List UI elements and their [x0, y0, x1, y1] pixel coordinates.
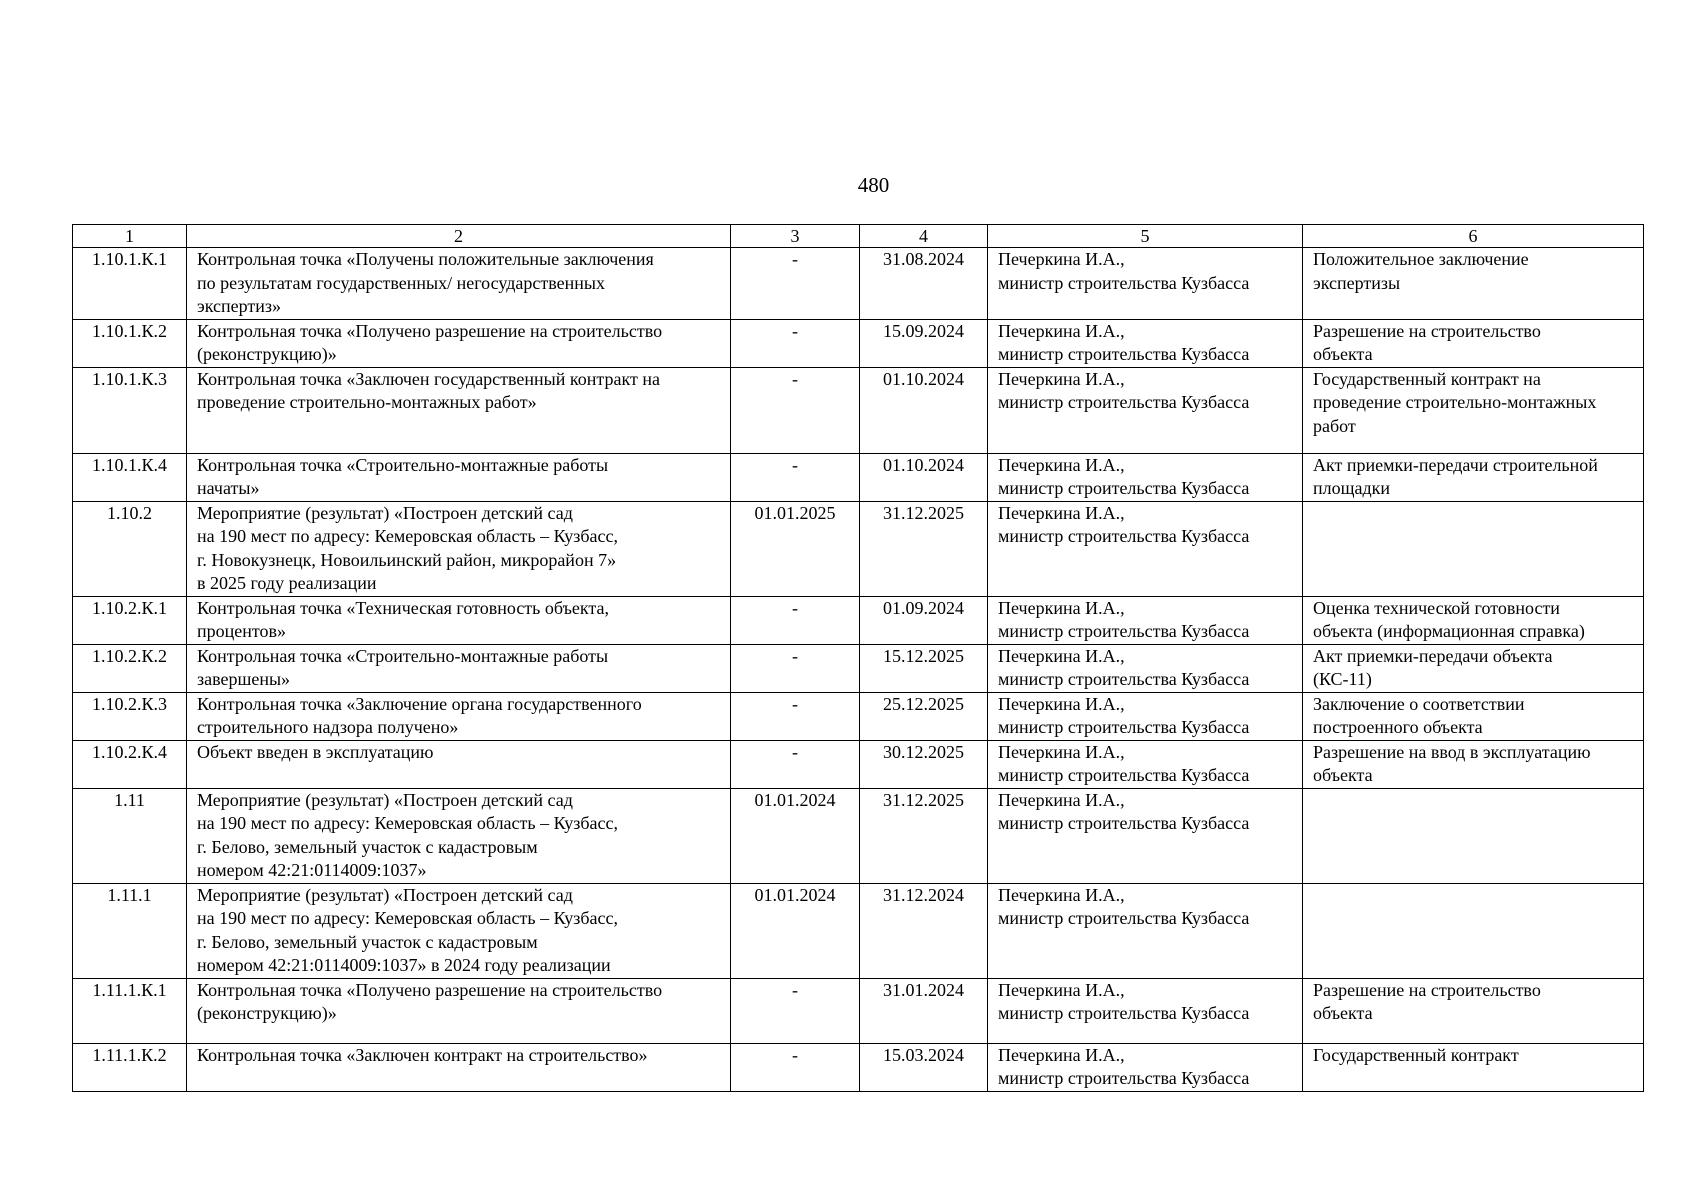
responsible-cell [988, 644, 1303, 692]
row-number-cell: 1.11.1 [73, 883, 187, 978]
responsible-cell [988, 596, 1303, 644]
description-line: Контрольная точка «Заключение органа государственного [197, 693, 642, 714]
responsible-line: министр строительства Кузбасса [998, 1003, 1250, 1023]
table-row [73, 788, 1644, 883]
responsible-line: Печеркина И.А., [998, 454, 1125, 475]
responsible-line: министр строительства Кузбасса [998, 526, 1250, 546]
row-number-cell: 1.10.1.К.4 [73, 453, 187, 501]
description-line: (реконструкцию)» [197, 1003, 337, 1023]
document-line: (КС-11) [1313, 669, 1372, 689]
description-line: на 190 мест по адресу: Кемеровская область – Кузбасс, [197, 813, 618, 833]
document-line: Государственный контракт [1313, 1044, 1519, 1065]
document-cell [1303, 978, 1644, 1043]
responsible-cell [988, 453, 1303, 501]
responsible-line: министр строительства Кузбасса [998, 813, 1250, 833]
description-line: номером 42:21:0114009:1037» [197, 860, 427, 880]
start-date-cell: - [731, 453, 860, 501]
description-line: завершены» [197, 669, 291, 689]
responsible-cell [988, 1043, 1303, 1091]
start-date-cell: - [731, 1043, 860, 1091]
description-line: на 190 мест по адресу: Кемеровская область – Кузбасс, [197, 908, 618, 928]
document-line: объекта [1313, 344, 1373, 364]
description-line: Контрольная точка «Получено разрешение на строительство [197, 979, 663, 1000]
start-date-cell: - [731, 644, 860, 692]
responsible-cell [988, 883, 1303, 978]
start-date-cell: 01.01.2025 [731, 501, 860, 596]
description-line: на 190 мест по адресу: Кемеровская область – Кузбасс, [197, 526, 618, 546]
document-line: Разрешение на ввод в эксплуатацию [1313, 741, 1591, 762]
document-line: Акт приемки-передачи строительной [1313, 454, 1598, 475]
table-row [73, 596, 1644, 644]
column-header: 5 [988, 225, 1303, 248]
responsible-line: министр строительства Кузбасса [998, 478, 1250, 498]
description-line: проведение строительно-монтажных работ» [197, 392, 537, 412]
table-row [73, 248, 1644, 320]
responsible-line: Печеркина И.А., [998, 597, 1125, 618]
document-cell [1303, 501, 1644, 596]
responsible-cell [988, 788, 1303, 883]
description-cell [187, 883, 731, 978]
start-date-cell: - [731, 978, 860, 1043]
table-row [73, 883, 1644, 978]
end-date-cell: 01.10.2024 [860, 367, 988, 453]
document-line: Оценка технической готовности [1313, 597, 1560, 618]
document-cell [1303, 367, 1644, 453]
responsible-line: министр строительства Кузбасса [998, 717, 1250, 737]
description-cell [187, 453, 731, 501]
document-cell [1303, 740, 1644, 788]
document-cell [1303, 319, 1644, 367]
column-header: 1 [73, 225, 187, 248]
description-line: г. Новокузнецк, Новоильинский район, микрорайон 7» [197, 549, 617, 570]
table-row [73, 740, 1644, 788]
start-date-cell: - [731, 692, 860, 740]
start-date-cell: - [731, 248, 860, 320]
end-date-cell: 15.09.2024 [860, 319, 988, 367]
responsible-line: министр строительства Кузбасса [998, 392, 1250, 412]
responsible-line: министр строительства Кузбасса [998, 1068, 1250, 1088]
end-date-cell: 31.08.2024 [860, 248, 988, 320]
description-cell [187, 644, 731, 692]
document-cell [1303, 883, 1644, 978]
responsible-line: Печеркина И.А., [998, 884, 1125, 905]
responsible-cell [988, 367, 1303, 453]
responsible-line: Печеркина И.А., [998, 1044, 1125, 1065]
row-number-cell: 1.11.1.К.1 [73, 978, 187, 1043]
responsible-line: Печеркина И.А., [998, 249, 1125, 269]
description-line: Контрольная точка «Получены положительные заключения [197, 249, 654, 269]
document-line: Государственный контракт на [1313, 368, 1541, 389]
document-cell [1303, 596, 1644, 644]
description-line: Объект введен в эксплуатацию [197, 741, 434, 762]
responsible-line: министр строительства Кузбасса [998, 621, 1250, 641]
document-line: объекта [1313, 1003, 1373, 1023]
row-number-cell: 1.10.1.К.3 [73, 367, 187, 453]
end-date-cell: 31.12.2024 [860, 883, 988, 978]
responsible-line: Печеркина И.А., [998, 502, 1125, 523]
start-date-cell: - [731, 596, 860, 644]
document-line: объекта (информационная справка) [1313, 621, 1585, 641]
description-line: Контрольная точка «Заключен государственный контракт на [197, 368, 660, 389]
document-line: Разрешение на строительство [1313, 979, 1541, 1000]
row-number-cell: 1.11 [73, 788, 187, 883]
start-date-cell: 01.01.2024 [731, 788, 860, 883]
document-line: экспертизы [1313, 272, 1401, 293]
responsible-line: министр строительства Кузбасса [998, 908, 1250, 928]
document-line: Положительное заключение [1313, 249, 1529, 269]
responsible-cell [988, 692, 1303, 740]
description-line: Контрольная точка «Строительно-монтажные работы [197, 645, 609, 666]
row-number-cell: 1.10.2.К.3 [73, 692, 187, 740]
end-date-cell: 01.10.2024 [860, 453, 988, 501]
description-cell [187, 740, 731, 788]
description-line: номером 42:21:0114009:1037» в 2024 году реализации [197, 955, 611, 975]
document-line: объекта [1313, 765, 1373, 785]
page-number: 480 [857, 173, 890, 197]
end-date-cell: 30.12.2025 [860, 740, 988, 788]
column-header: 6 [1303, 225, 1644, 248]
responsible-line: Печеркина И.А., [998, 741, 1125, 762]
row-number-cell: 1.10.1.К.2 [73, 319, 187, 367]
description-line: в 2025 году реализации [197, 573, 377, 593]
description-line: Контрольная точка «Заключен контракт на строительство» [197, 1044, 648, 1065]
document-cell [1303, 644, 1644, 692]
description-cell [187, 319, 731, 367]
document-line: Заключение о соответствии [1313, 693, 1525, 714]
description-line: Мероприятие (результат) «Построен детский сад [197, 884, 573, 905]
description-cell [187, 596, 731, 644]
row-number-cell: 1.10.2 [73, 501, 187, 596]
table-row [73, 453, 1644, 501]
end-date-cell: 25.12.2025 [860, 692, 988, 740]
table-row [73, 1043, 1644, 1091]
description-cell [187, 978, 731, 1043]
document-cell [1303, 1043, 1644, 1091]
responsible-line: Печеркина И.А., [998, 979, 1125, 1000]
schedule-table [72, 224, 1644, 1092]
responsible-cell [988, 501, 1303, 596]
description-cell [187, 692, 731, 740]
description-cell [187, 788, 731, 883]
table-row [73, 644, 1644, 692]
description-line: Мероприятие (результат) «Построен детский сад [197, 502, 573, 523]
document-line: Акт приемки-передачи объекта [1313, 645, 1553, 666]
responsible-line: Печеркина И.А., [998, 789, 1125, 810]
description-line: экспертиз» [197, 296, 282, 316]
row-number-cell: 1.10.2.К.1 [73, 596, 187, 644]
responsible-line: Печеркина И.А., [998, 693, 1125, 714]
description-line: г. Белово, земельный участок с кадастровым [197, 836, 538, 857]
start-date-cell: - [731, 367, 860, 453]
description-line: г. Белово, земельный участок с кадастровым [197, 931, 538, 952]
document-line: Разрешение на строительство [1313, 320, 1541, 341]
column-header: 2 [187, 225, 731, 248]
row-number-cell: 1.10.1.К.1 [73, 248, 187, 320]
document-line: работ [1313, 415, 1356, 436]
document-line: проведение строительно-монтажных [1313, 392, 1597, 412]
description-line: по результатам государственных/ негосударственных [197, 272, 605, 293]
row-number-cell: 1.11.1.К.2 [73, 1043, 187, 1091]
responsible-line: министр строительства Кузбасса [998, 669, 1250, 689]
document-cell [1303, 692, 1644, 740]
responsible-line: министр строительства Кузбасса [998, 344, 1250, 364]
responsible-line: Печеркина И.А., [998, 368, 1125, 389]
description-line: Контрольная точка «Техническая готовность объекта, [197, 597, 609, 618]
start-date-cell: - [731, 319, 860, 367]
responsible-line: министр строительства Кузбасса [998, 272, 1250, 293]
table-row [73, 319, 1644, 367]
end-date-cell: 15.03.2024 [860, 1043, 988, 1091]
column-header: 3 [731, 225, 860, 248]
document-cell [1303, 248, 1644, 320]
responsible-cell [988, 740, 1303, 788]
responsible-cell [988, 248, 1303, 320]
end-date-cell: 15.12.2025 [860, 644, 988, 692]
description-line: Контрольная точка «Получено разрешение на строительство [197, 320, 663, 341]
document-cell [1303, 453, 1644, 501]
responsible-cell [988, 978, 1303, 1043]
description-cell [187, 367, 731, 453]
row-number-cell: 1.10.2.К.4 [73, 740, 187, 788]
description-line: начаты» [197, 478, 260, 498]
responsible-line: Печеркина И.А., [998, 645, 1125, 666]
description-cell [187, 501, 731, 596]
description-line: Мероприятие (результат) «Построен детский сад [197, 789, 573, 810]
row-number-cell: 1.10.2.К.2 [73, 644, 187, 692]
table-row [73, 978, 1644, 1043]
table-row [73, 367, 1644, 453]
description-line: процентов» [197, 621, 287, 641]
table-row [73, 692, 1644, 740]
document-line: площадки [1313, 478, 1391, 498]
table-header-row [73, 225, 1644, 248]
end-date-cell: 31.01.2024 [860, 978, 988, 1043]
description-line: Контрольная точка «Строительно-монтажные работы [197, 454, 609, 475]
end-date-cell: 01.09.2024 [860, 596, 988, 644]
description-cell [187, 1043, 731, 1091]
column-header: 4 [860, 225, 988, 248]
table-row [73, 501, 1644, 596]
start-date-cell: - [731, 740, 860, 788]
end-date-cell: 31.12.2025 [860, 501, 988, 596]
document-cell [1303, 788, 1644, 883]
description-cell [187, 248, 731, 320]
end-date-cell: 31.12.2025 [860, 788, 988, 883]
description-line: строительного надзора получено» [197, 717, 459, 737]
responsible-line: министр строительства Кузбасса [998, 765, 1250, 785]
document-line: построенного объекта [1313, 717, 1483, 737]
responsible-line: Печеркина И.А., [998, 320, 1125, 341]
start-date-cell: 01.01.2024 [731, 883, 860, 978]
description-line: (реконструкцию)» [197, 344, 337, 364]
responsible-cell [988, 319, 1303, 367]
